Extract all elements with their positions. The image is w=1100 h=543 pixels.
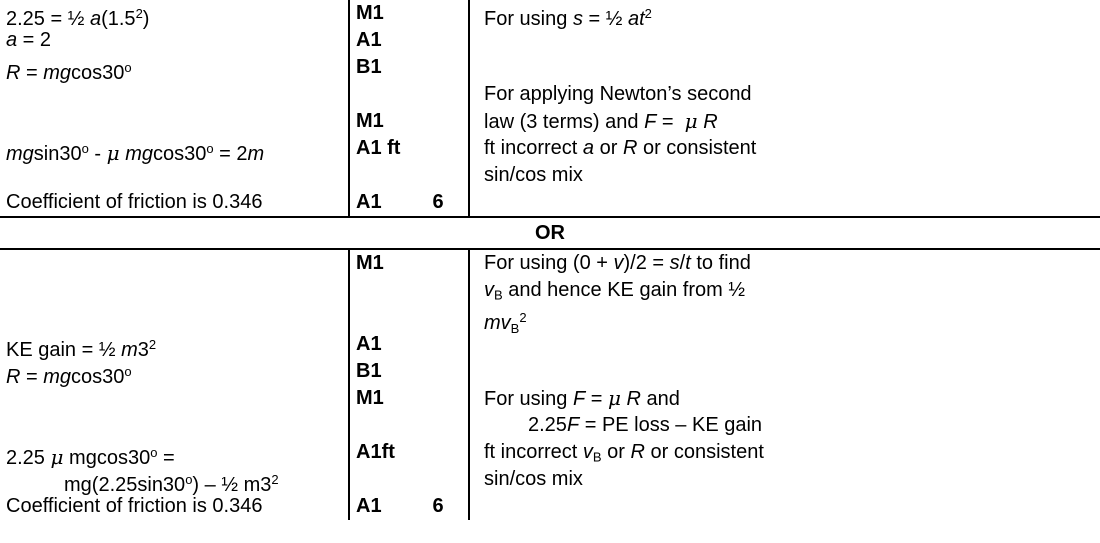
table-row: [0, 135, 1100, 166]
working-cell: mgsin30$^o$ - μ $mgcos30^o = 2m$: [0, 135, 350, 162]
mark-total: [418, 81, 458, 108]
mark-total: [418, 277, 458, 304]
table-row: [0, 81, 1100, 108]
mark-total: [418, 331, 458, 358]
mark-total: [418, 304, 458, 331]
mark-cell: [350, 27, 470, 54]
mark-code: [356, 81, 418, 108]
working-cell: 2.25 μ $mgcos30^o$ =: [0, 439, 350, 466]
mark-code: [356, 162, 418, 189]
mark-code: M1: [356, 110, 384, 132]
mark-cell: [350, 250, 470, 277]
mark-total: 6: [432, 191, 444, 213]
table-row: [0, 358, 1100, 389]
mark-code: B1: [356, 56, 382, 78]
working-cell: [0, 162, 350, 189]
mark-total: [418, 250, 458, 277]
comment-cell: $v_B$ and hence KE gain from ½: [484, 279, 746, 303]
mark-code: A1 ft: [356, 137, 401, 159]
working-cell: [0, 277, 350, 304]
comment-cell: For applying Newton’s second: [484, 83, 752, 105]
mark-cell: [350, 135, 470, 162]
mark-total: [418, 108, 458, 135]
comment-cell: For using s = ½ $at^2$: [484, 6, 652, 31]
mark-code: A1: [356, 191, 382, 213]
table-row: [0, 189, 1100, 216]
comment-cell: sin/cos mix: [484, 164, 583, 186]
table-row: [0, 0, 1100, 31]
mark-total: [418, 358, 458, 385]
comment-cell: ft incorrect $v_B$ or R or consistent: [484, 441, 764, 465]
comment-cell: [470, 358, 1098, 385]
mark-total: 6: [432, 495, 444, 517]
mark-total: [418, 385, 458, 412]
mark-code: B1: [356, 360, 382, 382]
mark-total: [418, 466, 458, 493]
table-row: [0, 108, 1100, 135]
comment-cell: [470, 493, 1098, 520]
working-cell: [0, 81, 350, 108]
working-cell: Coefficient of friction is 0.346: [0, 189, 350, 216]
table-row: [0, 54, 1100, 85]
working-cell: mg(2.25sin30$^o$) – ½ $m3^2$: [0, 466, 350, 493]
mark-total: [418, 439, 458, 466]
comment-cell: $mv_B^2$: [484, 310, 527, 336]
mark-code: [356, 466, 418, 493]
comment-cell: 2.25F = PE loss – KE gain: [528, 414, 763, 436]
mark-cell: [350, 385, 470, 412]
table-row: [0, 385, 1100, 412]
comment-cell: For using F = μ R and: [484, 386, 680, 410]
mark-cell: [350, 108, 470, 135]
comment-cell: law (3 terms) and F = μ R: [484, 109, 718, 133]
working-cell: $R = mgcos30^o$: [0, 54, 350, 81]
mark-cell: [350, 358, 470, 385]
table-row: [0, 466, 1100, 497]
mark-total: [418, 412, 458, 439]
mark-code: [356, 277, 418, 304]
mark-total: [418, 0, 458, 27]
working-cell: 2.25 = ½ $a(1.5^2)$: [0, 0, 350, 27]
mark-cell: [350, 412, 470, 439]
working-cell: $R = mgcos30^o$: [0, 358, 350, 385]
mark-total: [418, 135, 458, 162]
mark-total: [418, 27, 458, 54]
comment-cell: [470, 331, 1098, 358]
mark-code: [356, 304, 418, 331]
working-cell: [0, 385, 350, 412]
comment-cell: sin/cos mix: [484, 468, 583, 490]
mark-code: [356, 412, 418, 439]
mark-code: A1: [356, 333, 382, 355]
comment-cell: [470, 27, 1098, 54]
mark-total: [418, 162, 458, 189]
table-row: [0, 27, 1100, 54]
mark-code: A1: [356, 29, 382, 51]
working-cell: [0, 108, 350, 135]
mark-cell: [350, 304, 470, 331]
mark-cell: [350, 466, 470, 493]
mark-cell: [350, 331, 470, 358]
mark-cell: [350, 0, 470, 27]
comment-cell: [470, 54, 1098, 81]
working-cell: a = 2: [0, 27, 350, 54]
or-divider: OR: [0, 216, 1100, 250]
table-row: [0, 162, 1100, 189]
mark-cell: [350, 81, 470, 108]
table-row: [0, 250, 1100, 277]
mark-code: A1: [356, 495, 382, 517]
mark-code: A1ft: [356, 441, 395, 463]
working-cell: [0, 412, 350, 439]
mark-cell: [350, 277, 470, 304]
mark-cell: [350, 439, 470, 466]
working-cell: KE gain = ½ $m3^2$: [0, 331, 350, 358]
table-row: [0, 304, 1100, 336]
mark-code: M1: [356, 2, 384, 24]
mark-cell: [350, 189, 470, 216]
mark-total: [418, 54, 458, 81]
table-row: [0, 277, 1100, 304]
mark-cell: [350, 54, 470, 81]
table-row: [0, 331, 1100, 362]
comment-cell: For using (0 + v)/2 = s/t to find: [484, 252, 751, 274]
working-cell: Coefficient of friction is 0.346: [0, 493, 350, 520]
mark-cell: [350, 162, 470, 189]
table-row: [0, 439, 1100, 470]
mark-code: M1: [356, 387, 384, 409]
table-row: [0, 493, 1100, 520]
comment-cell: [470, 189, 1098, 216]
working-cell: [0, 250, 350, 277]
mark-code: M1: [356, 252, 384, 274]
comment-cell: ft incorrect a or R or consistent: [484, 137, 757, 159]
mark-cell: [350, 493, 470, 520]
table-row: [0, 412, 1100, 439]
working-cell: [0, 304, 350, 331]
